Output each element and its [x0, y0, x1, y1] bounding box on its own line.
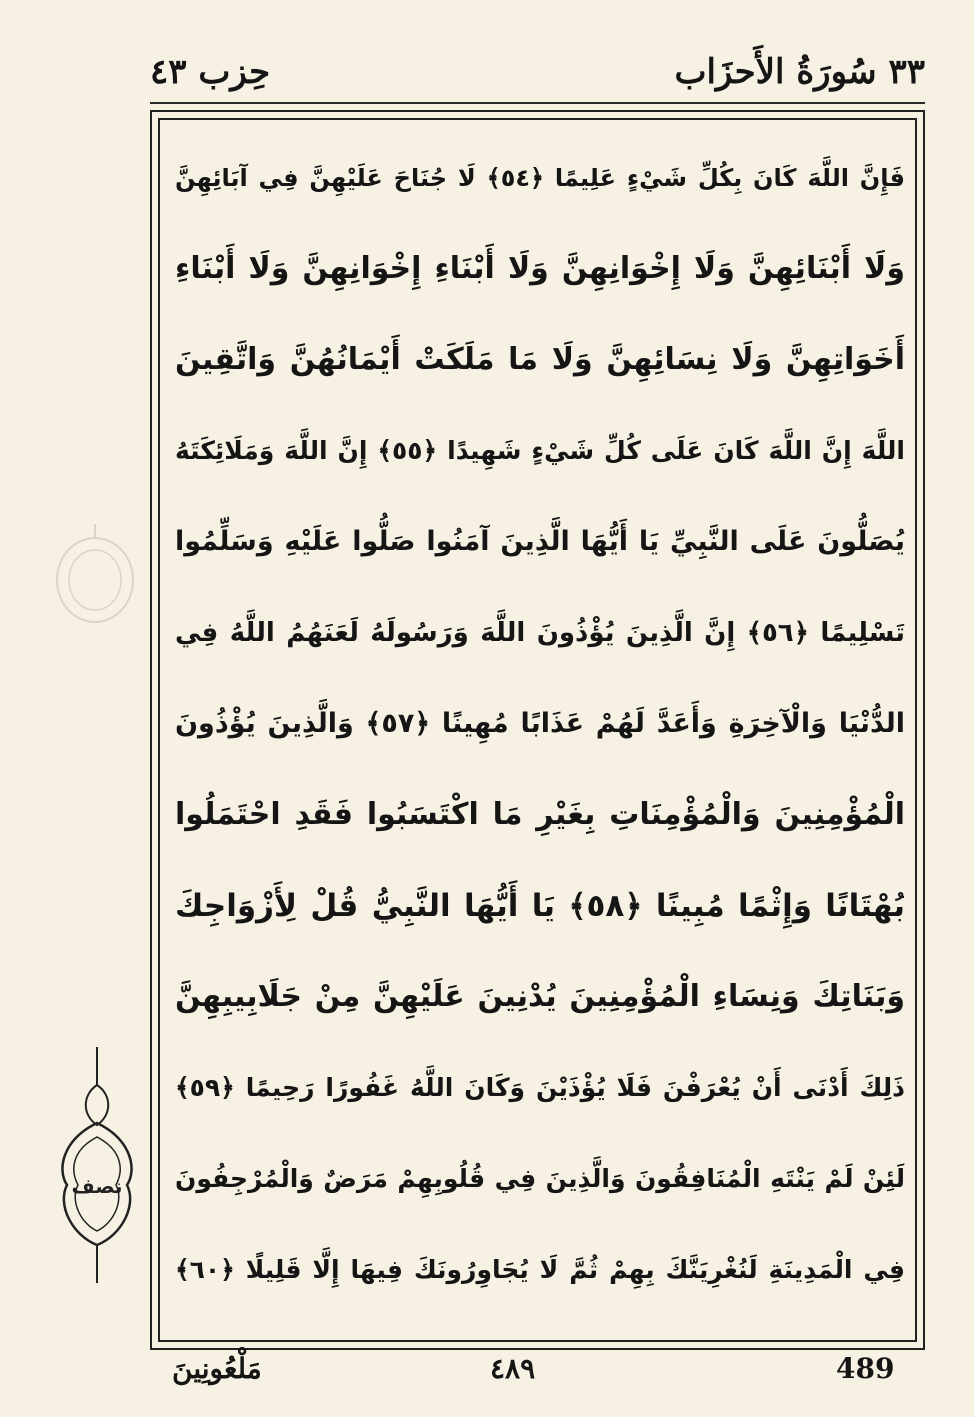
- text-line-9: بُهْتَانًا وَإِثْمًا مُبِينًا ﴿٥٨﴾ يَا أَيُّهَا النَّبِيُّ قُلْ لِأَزْوَاجِكَ: [175, 888, 905, 924]
- text-line-12: لَئِنْ لَمْ يَنْتَهِ الْمُنَافِقُونَ وَالَّذِينَ فِي قُلُوبِهِمْ مَرَضٌ وَالْمُرْجِفُونَ: [175, 1164, 905, 1193]
- page-header: [150, 52, 925, 106]
- surah-title: ٣٣ سُورَةُ الأَحزَاب: [674, 52, 925, 92]
- catchword: مَلْعُونِينَ: [172, 1352, 262, 1385]
- text-line-4: اللَّهَ إِنَّ اللَّهَ كَانَ عَلَى كُلِّ شَيْءٍ شَهِيدًا ﴿٥٥﴾ إِنَّ اللَّهَ وَمَلَائِكَتَهُ: [175, 436, 905, 465]
- text-line-8: الْمُؤْمِنِينَ وَالْمُؤْمِنَاتِ بِغَيْرِ مَا اكْتَسَبُوا فَقَدِ احْتَمَلُوا: [175, 797, 905, 832]
- text-line-10: وَبَنَاتِكَ وَنِسَاءِ الْمُؤْمِنِينَ يُدْنِينَ عَلَيْهِنَّ مِنْ جَلَابِيبِهِنَّ: [175, 979, 905, 1014]
- nisf-hizb-medallion-icon: [52, 1045, 142, 1285]
- faded-margin-ornament-icon: [50, 520, 140, 630]
- text-line-13: فِي الْمَدِينَةِ لَنُغْرِيَنَّكَ بِهِمْ ثُمَّ لَا يُجَاوِرُونَكَ فِيهَا إِلَّا قَلِيلًا ﴿٦٠﴾: [175, 1255, 905, 1284]
- text-line-1: فَإِنَّ اللَّهَ كَانَ بِكُلِّ شَيْءٍ عَلِيمًا ﴿٥٤﴾ لَا جُنَاحَ عَلَيْهِنَّ فِي آبَائِهِنَّ: [175, 164, 905, 192]
- text-line-11: ذَلِكَ أَدْنَى أَنْ يُعْرَفْنَ فَلَا يُؤْذَيْنَ وَكَانَ اللَّهُ غَفُورًا رَحِيمًا ﴿٥٩﴾: [175, 1073, 905, 1102]
- text-line-3: أَخَوَاتِهِنَّ وَلَا نِسَائِهِنَّ وَلَا مَا مَلَكَتْ أَيْمَانُهُنَّ وَاتَّقِينَ: [175, 342, 905, 377]
- header-rule: [150, 102, 925, 104]
- verse-text-block: [175, 138, 905, 1333]
- text-line-5: يُصَلُّونَ عَلَى النَّبِيِّ يَا أَيُّهَا الَّذِينَ آمَنُوا صَلُّوا عَلَيْهِ وَسَلِّمُوا: [175, 526, 905, 557]
- page-number-arabic: ٤٨٩: [490, 1352, 536, 1385]
- text-line-6: تَسْلِيمًا ﴿٥٦﴾ إِنَّ الَّذِينَ يُؤْذُونَ اللَّهَ وَرَسُولَهُ لَعَنَهُمُ اللَّهُ فِي: [175, 618, 905, 648]
- medallion-label: نصف: [71, 1174, 123, 1198]
- text-line-7: الدُّنْيَا وَالْآخِرَةِ وَأَعَدَّ لَهُمْ عَذَابًا مُهِينًا ﴿٥٧﴾ وَالَّذِينَ يُؤْذُونَ: [175, 708, 905, 739]
- page-number: 489: [836, 1352, 895, 1385]
- text-line-2: وَلَا أَبْنَائِهِنَّ وَلَا إِخْوَانِهِنَّ وَلَا أَبْنَاءِ إِخْوَانِهِنَّ وَلَا أَبْنَاءِ: [175, 251, 905, 286]
- hizb-label: حِزب ٤٣: [150, 52, 271, 92]
